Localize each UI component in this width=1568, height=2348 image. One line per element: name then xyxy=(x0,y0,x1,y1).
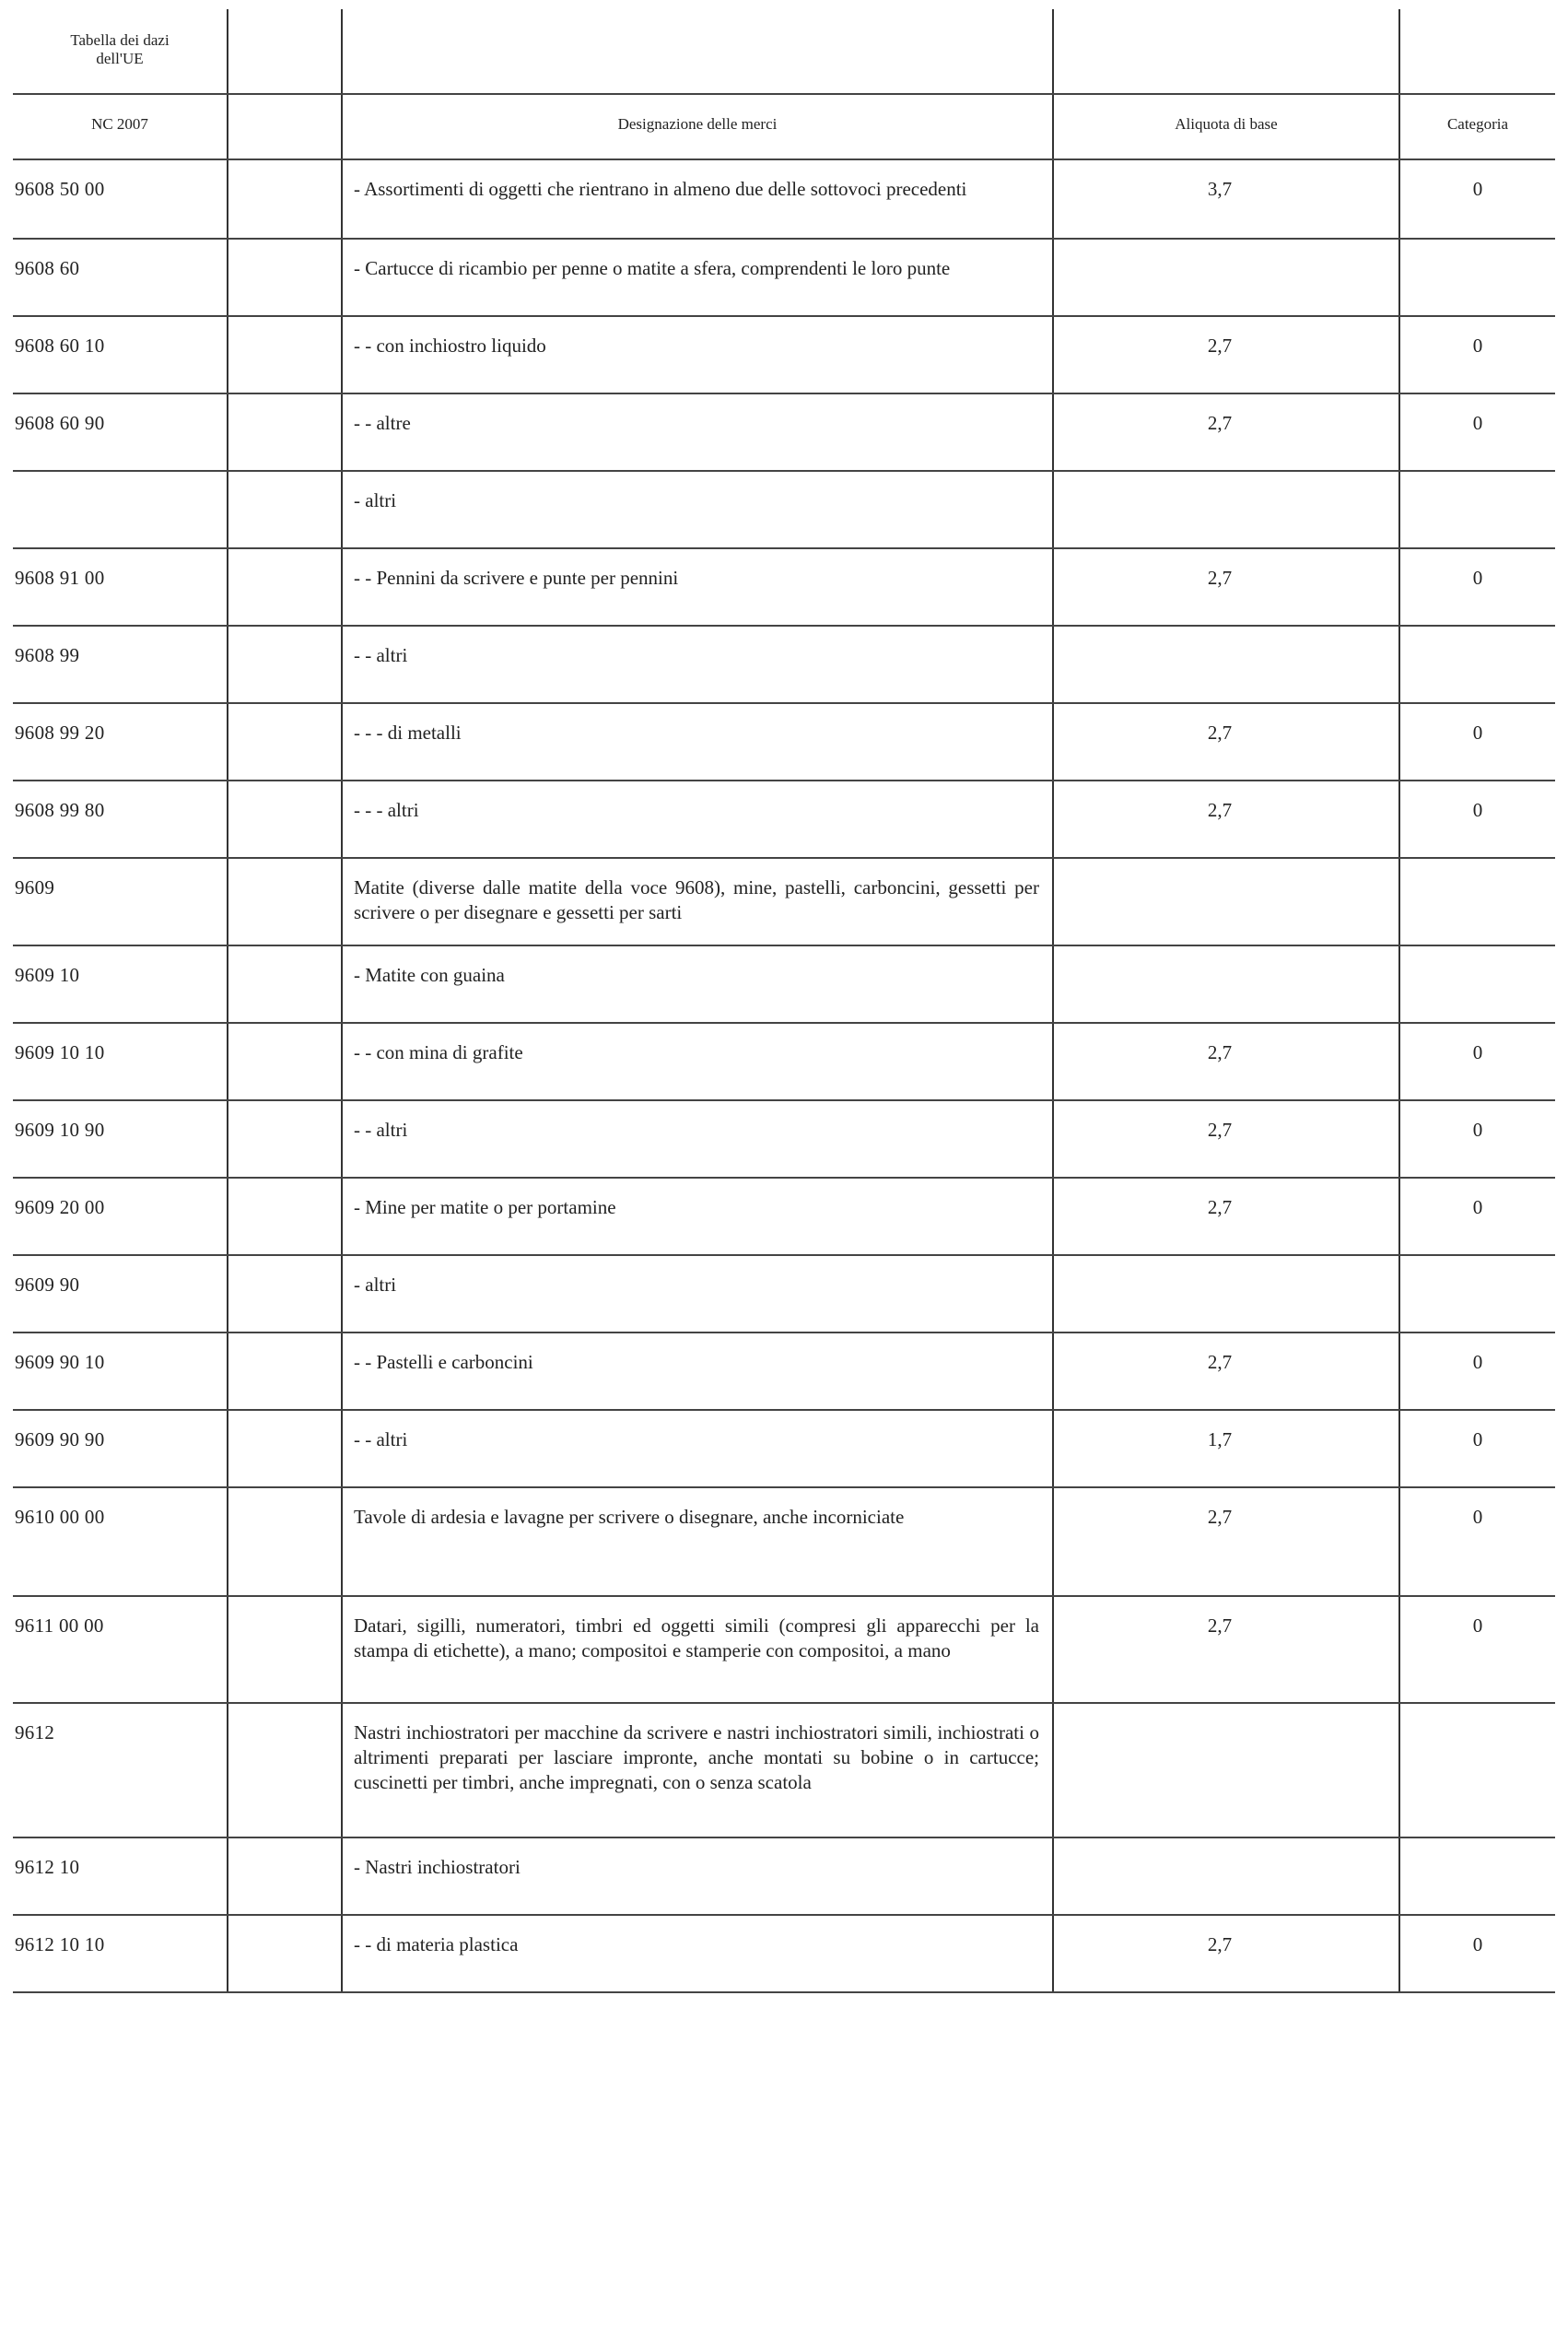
base-rate: 2,7 xyxy=(1207,722,1233,744)
table-row xyxy=(13,1596,1555,1703)
base-rate: 2,7 xyxy=(1207,1119,1233,1141)
table-row xyxy=(13,393,1555,471)
goods-description: Matite (diverse dalle matite della voce 9608), mine, pastelli, carboncini, gessetti per scrivere o per disegnare e gessetti per sarti xyxy=(354,876,1039,923)
goods-description: - - Pastelli e carboncini xyxy=(354,1351,533,1373)
staging-category xyxy=(1400,1256,1555,1274)
base-rate xyxy=(1054,627,1398,644)
cn-code: 9609 xyxy=(15,876,55,898)
base-rate xyxy=(1054,1256,1398,1274)
base-rate xyxy=(1054,1838,1398,1856)
staging-category: 0 xyxy=(1472,1041,1483,1063)
cn-code: 9612 xyxy=(15,1721,55,1743)
goods-description: - - altre xyxy=(354,412,411,434)
table-row xyxy=(13,1023,1555,1100)
header-row-columns xyxy=(13,94,1555,159)
goods-description: - Mine per matite o per portamine xyxy=(354,1196,616,1218)
base-rate xyxy=(1054,859,1398,876)
table-row xyxy=(13,1100,1555,1178)
base-rate xyxy=(1054,472,1398,489)
column-header-category: Categoria xyxy=(1446,115,1509,133)
cn-code: 9609 90 10 xyxy=(15,1351,105,1373)
staging-category: 0 xyxy=(1472,412,1483,434)
staging-category: 0 xyxy=(1472,722,1483,744)
goods-description: - altri xyxy=(354,489,397,511)
column-header-code: NC 2007 xyxy=(91,115,148,133)
goods-description: - - di materia plastica xyxy=(354,1933,519,1955)
cn-code: 9609 10 90 xyxy=(15,1119,105,1141)
goods-description: - - - altri xyxy=(354,799,419,821)
staging-category xyxy=(1400,1838,1555,1856)
table-row xyxy=(13,858,1555,945)
base-rate: 2,7 xyxy=(1207,1196,1233,1218)
base-rate: 2,7 xyxy=(1207,1933,1233,1955)
base-rate: 2,7 xyxy=(1207,1041,1233,1063)
staging-category: 0 xyxy=(1472,1351,1483,1373)
base-rate xyxy=(1054,1704,1398,1721)
cn-code: 9608 99 80 xyxy=(15,799,105,821)
staging-category: 0 xyxy=(1472,1428,1483,1450)
goods-description: - - altri xyxy=(354,1119,408,1141)
cn-code: 9608 60 xyxy=(15,257,80,279)
staging-category: 0 xyxy=(1472,799,1483,821)
cn-code: 9611 00 00 xyxy=(15,1614,104,1637)
table-row xyxy=(13,159,1555,239)
staging-category: 0 xyxy=(1472,178,1483,200)
staging-category: 0 xyxy=(1472,1614,1483,1637)
cn-code: 9608 50 00 xyxy=(15,178,105,200)
table-row xyxy=(13,1332,1555,1410)
cn-code: 9608 60 90 xyxy=(15,412,105,434)
goods-description: Datari, sigilli, numeratori, timbri ed oggetti simili (compresi gli apparecchi per la stampa di etichette), a mano; compositoi e stamperie con compositoi, a mano xyxy=(354,1614,1039,1661)
table-row xyxy=(13,548,1555,626)
base-rate: 1,7 xyxy=(1207,1428,1233,1450)
goods-description: - Nastri inchiostratori xyxy=(354,1856,521,1878)
cn-code: 9608 99 20 xyxy=(15,722,105,744)
goods-description: - - Pennini da scrivere e punte per pennini xyxy=(354,567,679,589)
staging-category xyxy=(1400,627,1555,644)
cn-code xyxy=(13,472,227,489)
staging-category xyxy=(1400,240,1555,257)
staging-category: 0 xyxy=(1472,1119,1483,1141)
cn-code: 9609 10 xyxy=(15,964,80,986)
table-row xyxy=(13,1703,1555,1837)
table-row xyxy=(13,1915,1555,1992)
cn-code: 9609 90 90 xyxy=(15,1428,105,1450)
goods-description: - Assortimenti di oggetti che rientrano in almeno due delle sottovoci precedenti xyxy=(354,178,967,200)
goods-description: - - con inchiostro liquido xyxy=(354,335,546,357)
table-row xyxy=(13,1178,1555,1255)
cn-code: 9608 60 10 xyxy=(15,335,105,357)
cn-code: 9610 00 00 xyxy=(15,1506,105,1528)
staging-category: 0 xyxy=(1472,567,1483,589)
staging-category: 0 xyxy=(1472,1196,1483,1218)
table-row xyxy=(13,945,1555,1023)
table-row xyxy=(13,1410,1555,1487)
base-rate: 2,7 xyxy=(1207,567,1233,589)
staging-category: 0 xyxy=(1472,1506,1483,1528)
goods-description: - Matite con guaina xyxy=(354,964,505,986)
cn-code: 9609 90 xyxy=(15,1274,80,1296)
staging-category xyxy=(1400,859,1555,876)
goods-description: - - altri xyxy=(354,1428,408,1450)
goods-description: - altri xyxy=(354,1274,397,1296)
cn-code: 9612 10 xyxy=(15,1856,80,1878)
cn-code: 9609 20 00 xyxy=(15,1196,105,1218)
base-rate: 2,7 xyxy=(1207,799,1233,821)
column-header-rate: Aliquota di base xyxy=(1175,115,1278,133)
table-row xyxy=(13,239,1555,316)
column-header-description: Designazione delle merci xyxy=(617,115,778,133)
base-rate: 2,7 xyxy=(1207,412,1233,434)
cn-code: 9612 10 10 xyxy=(15,1933,105,1955)
table-row xyxy=(13,1487,1555,1596)
goods-description: - Cartucce di ricambio per penne o matite a sfera, comprendenti le loro punte xyxy=(354,257,951,279)
staging-category: 0 xyxy=(1472,1933,1483,1955)
staging-category xyxy=(1400,946,1555,964)
table-row xyxy=(13,626,1555,703)
staging-category: 0 xyxy=(1472,335,1483,357)
goods-description: Nastri inchiostratori per macchine da scrivere e nastri inchiostratori simili, inchiostrati o altrimenti preparati per lasciare impronte, anche montati su bobine o in cartucce; cuscinetti per timbri, anche impregnati, con o senza scatola xyxy=(354,1721,1039,1793)
table-row xyxy=(13,1255,1555,1332)
table-row xyxy=(13,703,1555,781)
cn-code: 9609 10 10 xyxy=(15,1041,105,1063)
staging-category xyxy=(1400,1704,1555,1721)
base-rate: 2,7 xyxy=(1207,1351,1233,1373)
staging-category xyxy=(1400,472,1555,489)
goods-description: - - - di metalli xyxy=(354,722,462,744)
cn-code: 9608 99 xyxy=(15,644,80,666)
table-row xyxy=(13,471,1555,548)
tariff-table xyxy=(13,9,1555,1993)
goods-description: Tavole di ardesia e lavagne per scrivere o disegnare, anche incorniciate xyxy=(354,1506,905,1528)
goods-description: - - con mina di grafite xyxy=(354,1041,523,1063)
cn-code: 9608 91 00 xyxy=(15,567,105,589)
table-row xyxy=(13,781,1555,858)
base-rate: 3,7 xyxy=(1207,178,1233,200)
table-row xyxy=(13,1837,1555,1915)
base-rate: 2,7 xyxy=(1207,1614,1233,1637)
table-body xyxy=(13,159,1555,1992)
base-rate: 2,7 xyxy=(1207,1506,1233,1528)
eu-tariff-header: Tabella dei dazi dell'UE xyxy=(70,31,170,67)
base-rate xyxy=(1054,240,1398,257)
base-rate: 2,7 xyxy=(1207,335,1233,357)
header-row-top xyxy=(13,9,1555,94)
goods-description: - - altri xyxy=(354,644,408,666)
table-row xyxy=(13,316,1555,393)
base-rate xyxy=(1054,946,1398,964)
